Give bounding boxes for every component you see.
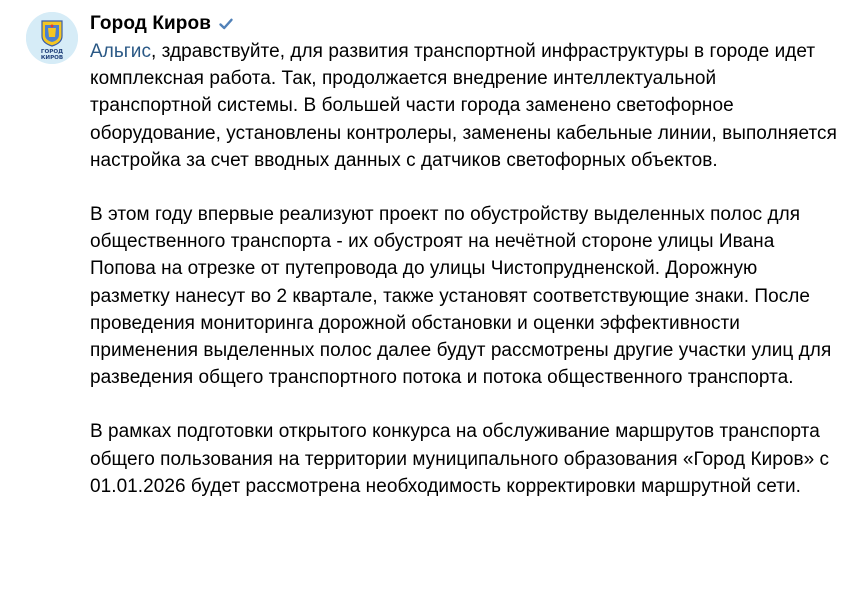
svg-text:КИРОВ: КИРОВ <box>40 55 64 61</box>
verified-check-icon <box>217 15 235 33</box>
comment-paragraph: В рамках подготовки открытого конкурса на обслуживание маршрутов транспорта общего пользования на территории муниципального образования «Город Киров» с 01.01.2026 будет рассмотрена необходимость корректировки маршрутной сети. <box>90 421 830 497</box>
author-name[interactable]: Город Киров <box>90 13 212 34</box>
comment-paragraph <box>90 38 840 174</box>
comment-body <box>90 10 840 500</box>
comment-text <box>90 38 840 500</box>
mention-link[interactable]: Альгис <box>90 41 152 62</box>
comment-header <box>90 10 840 38</box>
comment-paragraph: В этом году впервые реализуют проект по обустройству выделенных полос для общественного транспорта - их обустроят на нечётной стороне улицы Ивана Попова на отрезке от путепровода до улицы Чистопрудненской. Дорожную разметку нанесут во 2 квартале, также установят соответствующие знаки. После проведения мониторинга дорожной обстановки и оценки эффективности применения выделенных полос далее будут рассмотрены другие участки улиц для разведения общего транспортного потока и потока общественного транспорта. <box>90 204 832 389</box>
avatar[interactable] <box>26 12 78 64</box>
svg-text:ГОРОД: ГОРОД <box>40 49 64 55</box>
coat-of-arms-icon <box>26 12 78 64</box>
paragraph-text: , здравствуйте, для развития транспортной инфраструктуры в городе идет комплексная работа. Так, продолжается внедрение интеллектуальной транспортной системы. В большей части города заменено светофорное оборудование, установлены контролеры, заменены кабельные линии, выполняется настройка за счет вводных данных с датчиков светофорных объектов. <box>90 41 837 171</box>
